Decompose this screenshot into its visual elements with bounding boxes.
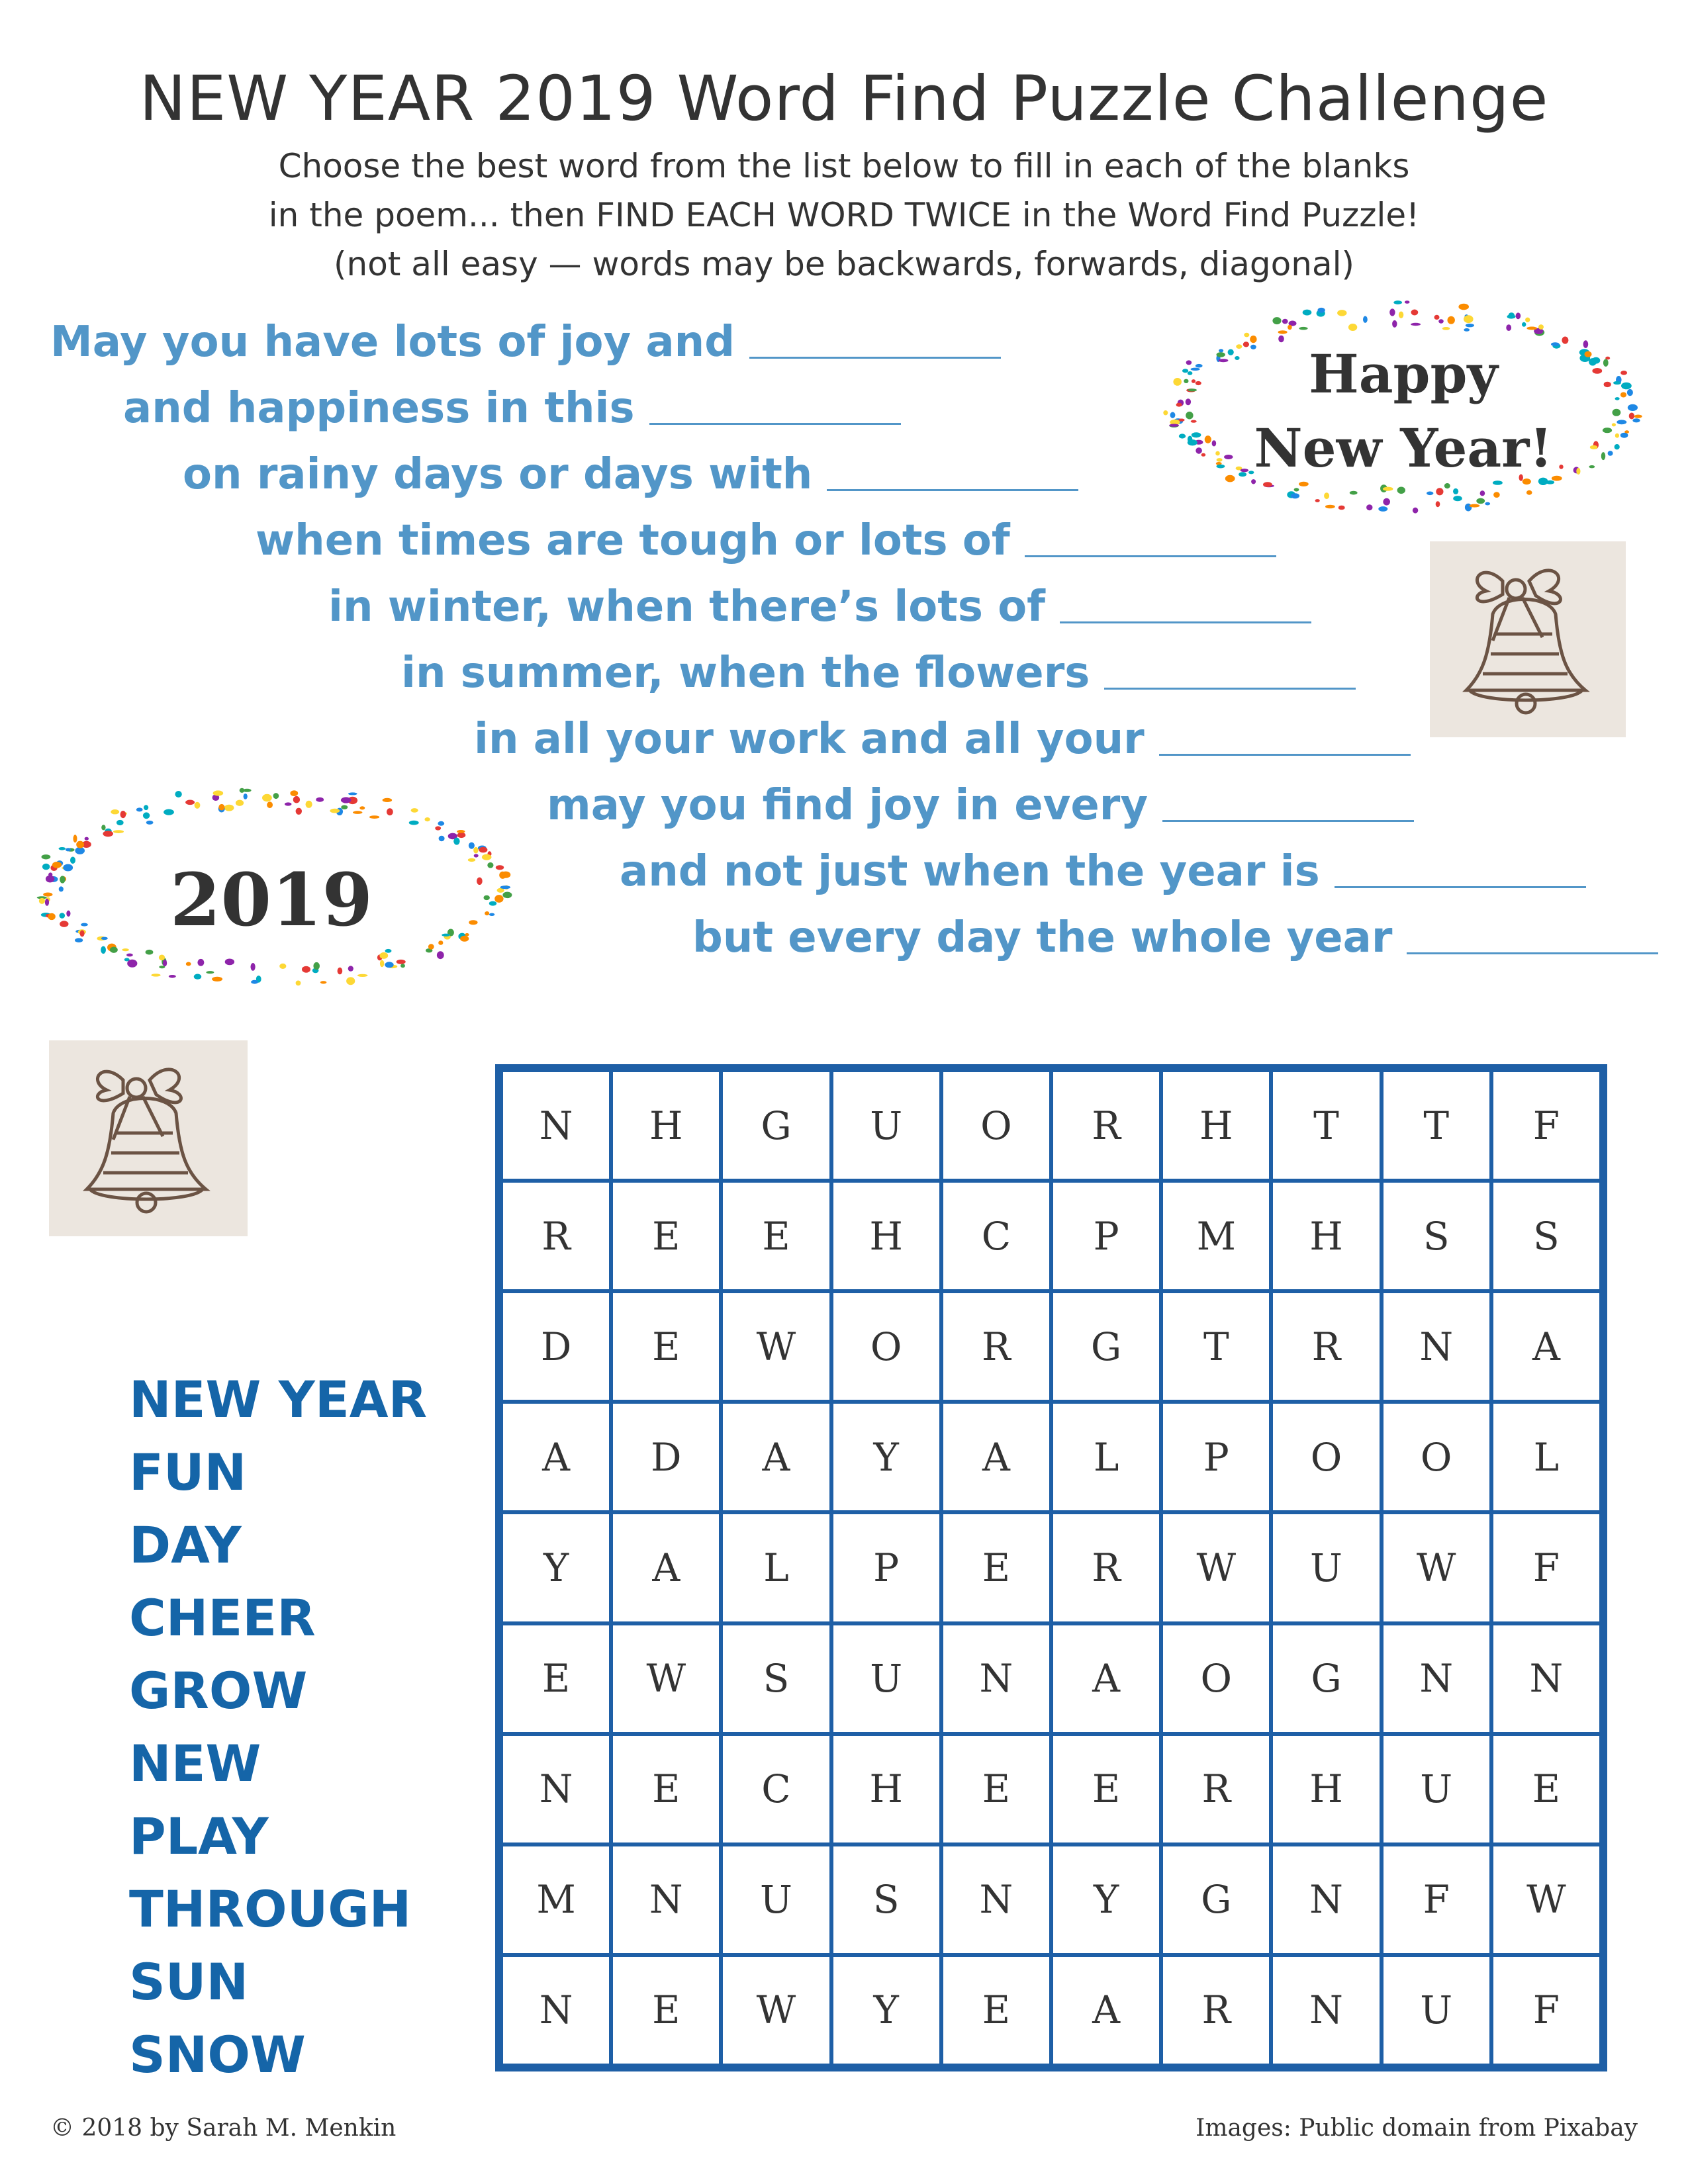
grid-cell[interactable]: A [1053,1957,1159,2064]
grid-cell[interactable]: M [1163,1183,1269,1289]
grid-cell[interactable]: N [943,1846,1049,1953]
word-list-item: CHEER [129,1588,316,1647]
grid-cell[interactable]: E [503,1625,609,1732]
grid-cell[interactable]: Y [503,1514,609,1621]
grid-cell[interactable]: Y [833,1404,939,1510]
grid-cell[interactable]: O [943,1072,1049,1179]
grid-cell[interactable]: A [943,1404,1049,1510]
grid-cell[interactable]: S [1493,1183,1599,1289]
poem-text: but every day the whole year [692,913,1393,962]
instruction-line-2: in the poem... then FIND EACH WORD TWICE in the Word Find Puzzle! [268,196,1420,234]
grid-cell[interactable]: W [1383,1514,1489,1621]
poem-line [256,516,1276,565]
word-list-item: GROW [129,1661,308,1720]
grid-cell[interactable]: R [1053,1072,1159,1179]
poem-text: may you find joy in every [547,781,1149,830]
grid-cell[interactable]: S [1383,1183,1489,1289]
word-list-item: SNOW [129,2025,306,2084]
grid-cell[interactable]: H [1273,1736,1379,1843]
grid-cell[interactable]: N [943,1625,1049,1732]
grid-cell[interactable]: E [1493,1736,1599,1843]
grid-cell[interactable]: N [503,1072,609,1179]
grid-cell[interactable]: R [1273,1293,1379,1400]
grid-cell[interactable]: G [1273,1625,1379,1732]
page-title: NEW YEAR 2019 Word Find Puzzle Challenge [139,63,1549,135]
grid-cell[interactable]: H [833,1183,939,1289]
grid-cell[interactable]: U [833,1625,939,1732]
grid-cell[interactable]: N [1383,1625,1489,1732]
answer-blank[interactable] [1060,621,1311,623]
grid-cell[interactable]: R [1053,1514,1159,1621]
grid-cell[interactable]: G [1053,1293,1159,1400]
grid-cell[interactable]: S [723,1625,829,1732]
grid-cell[interactable]: Y [833,1957,939,2064]
grid-cell[interactable]: N [1273,1957,1379,2064]
answer-blank[interactable] [827,489,1078,491]
grid-cell[interactable]: N [1493,1625,1599,1732]
grid-cell[interactable]: G [1163,1846,1269,1953]
grid-cell[interactable]: O [1273,1404,1379,1510]
poem-line [620,847,1586,896]
grid-cell[interactable]: O [1383,1404,1489,1510]
grid-cell[interactable]: U [833,1072,939,1179]
grid-cell[interactable]: A [503,1404,609,1510]
poem-line [328,582,1311,631]
confetti-frame-icon [1152,291,1655,523]
instruction-line-3: (not all easy — words may be backwards, forwards, diagonal) [334,245,1354,283]
poem-line [692,913,1658,962]
grid-cell[interactable]: D [503,1293,609,1400]
grid-cell[interactable]: P [833,1514,939,1621]
grid-cell[interactable]: E [943,1957,1049,2064]
word-list-item: PLAY [129,1807,269,1866]
word-list-item: NEW YEAR [129,1370,428,1429]
grid-cell[interactable]: W [723,1293,829,1400]
grid-cell[interactable]: A [1493,1293,1599,1400]
grid-cell[interactable]: E [943,1736,1049,1843]
grid-cell[interactable]: N [1273,1846,1379,1953]
grid-cell[interactable]: R [503,1183,609,1289]
grid-cell[interactable]: U [1273,1514,1379,1621]
grid-cell[interactable]: N [503,1957,609,2064]
word-list-item: FUN [129,1443,247,1502]
grid-cell[interactable]: R [1163,1957,1269,2064]
grid-cell[interactable]: M [503,1846,609,1953]
instruction-line-1: Choose the best word from the list below to fill in each of the blanks [278,147,1410,185]
answer-blank[interactable] [1159,754,1411,756]
greeting-line-1: Happy [1309,343,1498,405]
answer-blank[interactable] [1335,886,1586,888]
grid-cell[interactable]: L [723,1514,829,1621]
grid-cell[interactable]: T [1163,1293,1269,1400]
bell-icon [1430,541,1626,737]
year-card [20,774,523,999]
grid-cell[interactable]: O [833,1293,939,1400]
word-list-item: DAY [129,1516,242,1574]
grid-cell[interactable]: C [723,1736,829,1843]
word-find-grid [495,1064,1607,2071]
grid-cell[interactable]: P [1053,1183,1159,1289]
grid-cell[interactable]: N [613,1846,719,1953]
poem-text: in winter, when there’s lots of [328,582,1045,631]
poem-text: May you have lots of joy and [50,318,735,367]
poem-line [547,781,1414,830]
grid-cell[interactable]: E [613,1957,719,2064]
bell-image [1430,541,1626,737]
grid-cell[interactable]: W [613,1625,719,1732]
happy-new-year-card [1152,291,1655,523]
grid-cell[interactable]: E [613,1736,719,1843]
grid-cell[interactable]: N [1383,1293,1489,1400]
grid-cell[interactable]: W [723,1957,829,2064]
grid-cell[interactable]: R [1163,1736,1269,1843]
word-list-item: THROUGH [129,1880,412,1938]
answer-blank[interactable] [749,357,1001,359]
poem-line [183,450,1078,499]
poem-line [123,384,901,433]
poem-line [474,715,1411,764]
grid-cell[interactable]: E [723,1183,829,1289]
answer-blank[interactable] [1025,555,1276,557]
answer-blank[interactable] [1162,820,1414,822]
image-credits: Images: Public domain from Pixabay [1196,2115,1638,2142]
answer-blank[interactable] [649,423,901,425]
poem-text: in all your work and all your [474,715,1145,764]
grid-cell[interactable]: U [1383,1736,1489,1843]
grid-cell[interactable]: N [503,1736,609,1843]
grid-cell[interactable]: F [1493,1514,1599,1621]
grid-cell[interactable]: A [723,1404,829,1510]
grid-cell[interactable]: H [613,1072,719,1179]
grid-cell[interactable]: F [1493,1072,1599,1179]
grid-cell[interactable]: W [1163,1514,1269,1621]
bell-icon [49,1040,248,1236]
grid-cell[interactable]: A [613,1514,719,1621]
word-list [129,1363,427,2091]
poem-text: in summer, when the flowers [401,649,1090,698]
year-text: 2019 [169,857,373,942]
word-list-item: SUN [129,1952,249,2011]
answer-blank[interactable] [1407,952,1658,954]
poem-text: and not just when the year is [620,847,1320,896]
grid-cell[interactable]: W [1493,1846,1599,1953]
grid-cell[interactable]: O [1163,1625,1269,1732]
poem-line [401,649,1356,698]
grid-cell[interactable]: E [613,1293,719,1400]
grid-cell[interactable]: C [943,1183,1049,1289]
grid-cell[interactable]: H [1163,1072,1269,1179]
grid-cell[interactable]: H [833,1736,939,1843]
greeting-line-2: New Year! [1254,417,1553,479]
grid-cell[interactable]: T [1383,1072,1489,1179]
poem-text: and happiness in this [123,384,635,433]
grid-cell[interactable]: D [613,1404,719,1510]
grid-cell[interactable]: U [1383,1957,1489,2064]
grid-cell[interactable]: F [1493,1957,1599,2064]
grid-cell[interactable]: U [723,1846,829,1953]
poem-line [50,318,1001,367]
grid-cell[interactable]: L [1053,1404,1159,1510]
grid-cell[interactable]: R [943,1293,1049,1400]
grid-cell[interactable]: E [943,1514,1049,1621]
copyright-text: © 2018 by Sarah M. Menkin [50,2115,397,2142]
grid-cell[interactable]: G [723,1072,829,1179]
grid-cell[interactable]: H [1273,1183,1379,1289]
grid-cell[interactable]: T [1273,1072,1379,1179]
poem-text: on rainy days or days with [183,450,813,499]
grid-cell[interactable]: L [1493,1404,1599,1510]
bell-image [49,1040,248,1236]
grid-cell[interactable]: Y [1053,1846,1159,1953]
word-list-item: NEW [129,1734,261,1793]
poem-text: when times are tough or lots of [256,516,1010,565]
grid-cell[interactable]: E [613,1183,719,1289]
grid-cell[interactable]: A [1053,1625,1159,1732]
grid-cell[interactable]: F [1383,1846,1489,1953]
answer-blank[interactable] [1104,688,1356,690]
grid-cell[interactable]: E [1053,1736,1159,1843]
grid-cell[interactable]: S [833,1846,939,1953]
grid-cell[interactable]: P [1163,1404,1269,1510]
